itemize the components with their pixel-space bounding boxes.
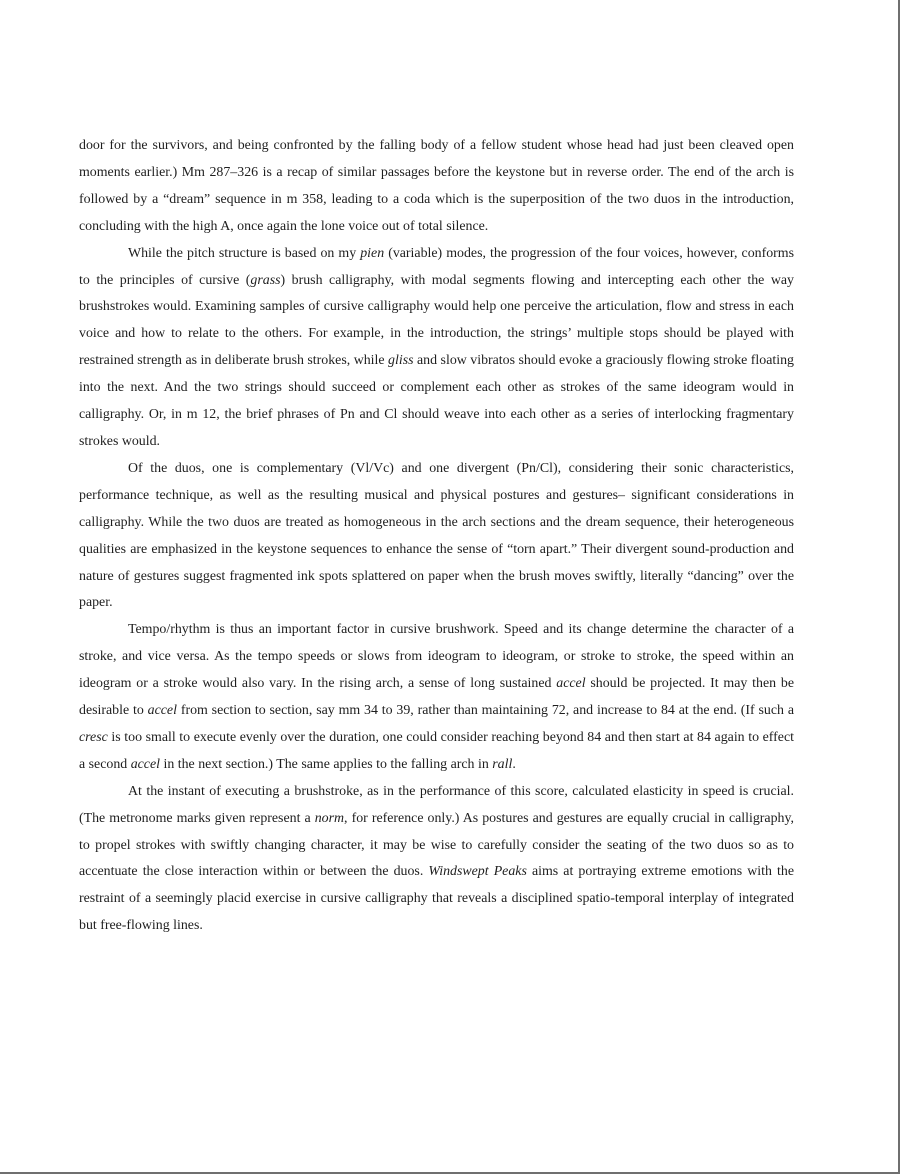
italic-term: Windswept Peaks bbox=[428, 864, 527, 880]
text-run: ) brush calligraphy, with modal segments flowing and intercepting each other the way brushstrokes would. Examining samples of cursive calligraphy would help one perceive the articulation, flow and stress in each voice and how to relate to the others. For example, in the introduction, the strings’ multiple stops should be played with restrained strength as in deliberate brush strokes, while bbox=[79, 272, 794, 369]
italic-term: norm bbox=[314, 810, 345, 826]
italic-term: accel bbox=[130, 756, 160, 772]
italic-term: cresc bbox=[79, 729, 108, 745]
text-run: Of the duos, one is complementary (Vl/Vc) and one divergent (Pn/Cl), considering their sonic characteristics, performance technique, as well as the resulting musical and physical postures and gestures– significant considerations in calligraphy. While the two duos are treated as homogeneous in the arch sections and the dream sequence, their heterogeneous qualities are emphasized in the keystone sequences to enhance the sense of “torn apart.” Their divergent sound-production and nature of gestures suggest fragmented ink spots splattered on paper when the brush moves swiftly, literally “dancing” over the paper. bbox=[79, 460, 794, 611]
italic-term: gliss bbox=[388, 353, 414, 369]
text-run: (variable) modes, the progression of the four voices, however, conforms to the principles of cursive ( bbox=[79, 245, 794, 288]
body-text bbox=[79, 133, 794, 940]
paragraph-4 bbox=[79, 617, 794, 778]
text-run: , for reference only.) As postures and gestures are equally crucial in calligraphy, to propel strokes with swiftly changing character, it may be wise to carefully consider the seating of the two duos so as to accentuate the close interaction within or between the duos. bbox=[79, 810, 794, 880]
text-run: should be projected. It may then be desirable to bbox=[79, 676, 794, 719]
italic-term: rall bbox=[492, 756, 513, 772]
text-run: door for the survivors, and being confronted by the falling body of a fellow student whose head had just been cleaved open moments earlier.) Mm 287–326 is a recap of similar passages before the keystone but in reverse order. The end of the arch is followed by a “dream” sequence in m 358, leading to a coda which is the superposition of the two duos in the introduction, concluding with the high A, once again the lone voice out of total silence. bbox=[79, 138, 794, 234]
text-run: is too small to execute evenly over the duration, one could consider reaching beyond 84 and then start at 84 again to effect a second bbox=[79, 729, 794, 772]
text-run: . bbox=[512, 756, 516, 772]
text-run: Tempo/rhythm is thus an important factor in cursive brushwork. Speed and its change determine the character of a stroke, and vice versa. As the tempo speeds or slows from ideogram to ideogram, or stroke to stroke, the speed within an ideogram or a stroke would also vary. In the rising arch, a sense of long sustained bbox=[79, 622, 794, 692]
paragraph-2 bbox=[79, 241, 794, 456]
italic-term: accel bbox=[147, 703, 177, 719]
italic-term: pien bbox=[360, 245, 385, 261]
text-run: from section to section, say mm 34 to 39, rather than maintaining 72, and increase to 84 at the end. (If such a bbox=[176, 703, 794, 719]
italic-term: accel bbox=[556, 676, 586, 692]
text-run: At the instant of executing a brushstroke, as in the performance of this score, calculated elasticity in speed is crucial. (The metronome marks given represent a bbox=[79, 783, 794, 826]
text-run: While the pitch structure is based on my bbox=[128, 245, 361, 261]
paragraph-3 bbox=[79, 456, 794, 617]
paragraph-5 bbox=[79, 779, 794, 940]
text-run: in the next section.) The same applies to the falling arch in bbox=[160, 756, 493, 772]
paragraph-1 bbox=[79, 133, 794, 241]
text-run: and slow vibratos should evoke a graciously flowing stroke floating into the next. And the two strings should succeed or complement each other as strokes of the same ideogram would in calligraphy. Or, in m 12, the brief phrases of Pn and Cl should weave into each other as a series of interlocking fragmentary strokes would. bbox=[79, 353, 794, 449]
italic-term: grass bbox=[250, 272, 281, 288]
text-run: aims at portraying extreme emotions with the restraint of a seemingly placid exercise in cursive calligraphy that reveals a disciplined spatio-temporal interplay of integrated but free-flowing lines. bbox=[79, 864, 794, 934]
